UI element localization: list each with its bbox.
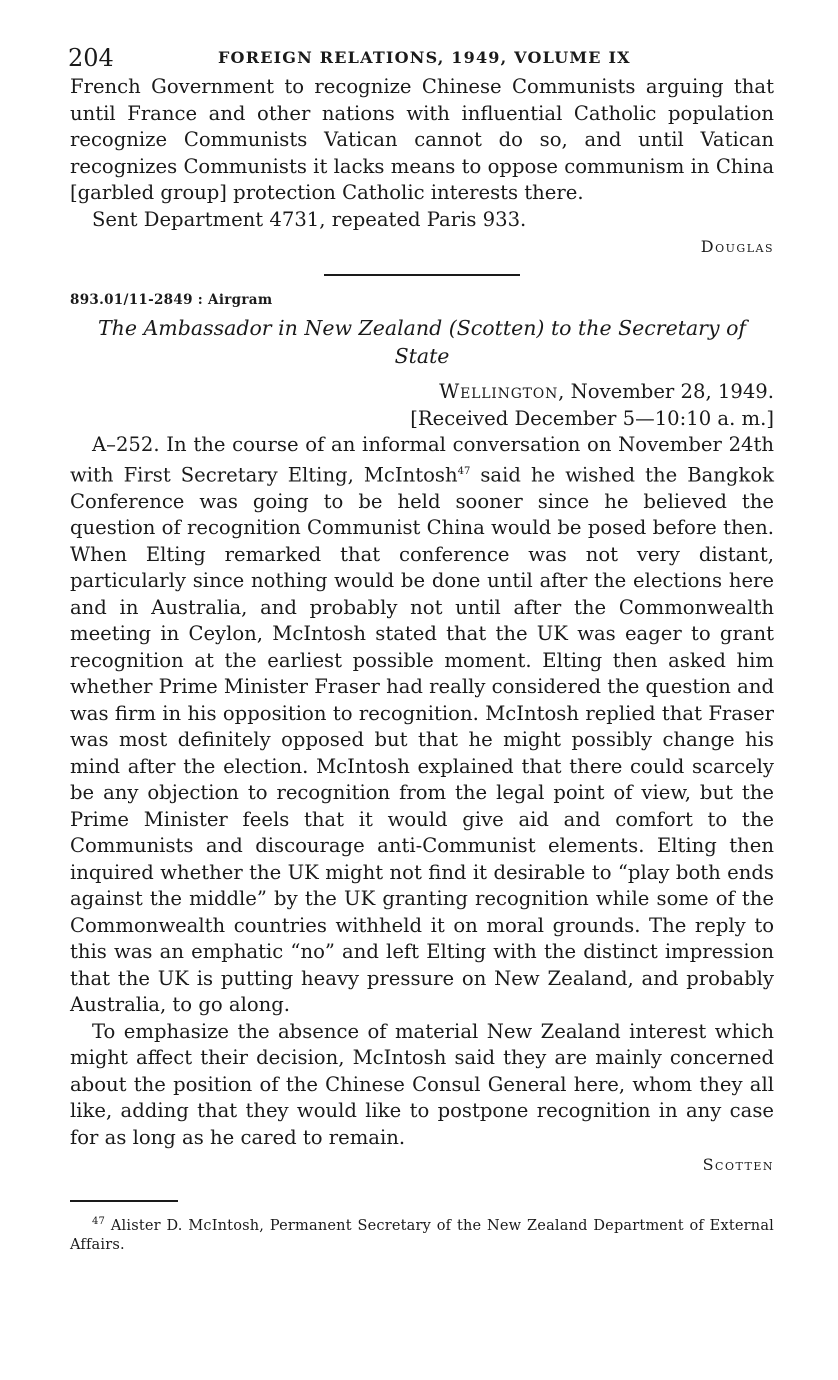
footnote-marker: 47 (92, 1215, 106, 1227)
footnote-ref: 47 (457, 465, 471, 477)
prev-signature: Douglas (700, 237, 774, 256)
body-paragraph-1 (70, 432, 774, 1019)
running-head (70, 40, 774, 74)
document-title: The Ambassador in New Zealand (Scotten) to the Secretary of State (97, 316, 747, 368)
file-reference: 893.01/11-2849 : Airgram (70, 292, 273, 308)
document-page (70, 40, 774, 1255)
running-title: FOREIGN RELATIONS, 1949, VOLUME IX (218, 48, 631, 67)
received-line: [Received December 5—10:10 a. m.] (410, 407, 774, 430)
sent-line: Sent Department 4731, repeated Paris 933. (92, 207, 527, 231)
footnote-rule (70, 1200, 178, 1202)
para1-rest: said he wished the Bangkok Conference was going to be held sooner since he believed the question of recognition Communist China would be posed before then. When Elting remarked that conference was not very distant, particularly since nothing would be done until after the elections here and in Australia, and probably not until after the Commonwealth meeting in Ceylon, McIntosh stated that the UK was eager to grant recognition at the earliest possible moment. Elting then asked him whether Prime Minister Fraser had really considered the question and was firm in his opposition to recognition. McIntosh replied that Fraser was most definitely opposed but that he might possibly change his mind after the election. McIntosh explained that there could scarcely be any objection to recognition from the legal point of view, but the Prime Minister feels that it would give aid and comfort to the Communists and discourage anti-Communist elements. Elting then inquired whether the UK might not find it desirable to “play both ends against the middle” by the UK granting recognition while some of the Commonwealth countries withheld it on moral grounds. The reply to this was an emphatic “no” and left Elting with the distinct impression that the UK is putting heavy pressure on New Zealand, and probably Australia, to go along. (70, 463, 774, 1017)
document-separator (324, 274, 520, 276)
para1-start: A–252. In the course of an informal conversation on November 24th with First Secretary Elting, McIntosh (70, 433, 774, 487)
body-paragraph-2: To emphasize the absence of material New Zealand interest which might affect their decision, McIntosh said they are mainly concerned about the position of the Chinese Consul General here, whom they all like, adding that they would like to postpone recognition in any case for as long as he cared to remain. (70, 1019, 774, 1149)
dateline-date: , November 28, 1949. (558, 380, 774, 403)
prev-document-paragraph: French Government to recognize Chinese Communists arguing that until France and other nations with influential Catholic population recognize Communists Vatican cannot do so, and until Vatican recognizes Communists it lacks means to oppose communism in China [garbled group] protection Catholic interests there. (70, 75, 774, 204)
footnote-text: Alister D. McIntosh, Permanent Secretary of the New Zealand Department of External Affairs. (70, 1217, 774, 1253)
signature: Scotten (702, 1155, 774, 1175)
dateline (70, 378, 774, 405)
page-number: 204 (68, 44, 114, 72)
dateline-place: Wellington (439, 380, 559, 403)
footnote (70, 1212, 774, 1256)
